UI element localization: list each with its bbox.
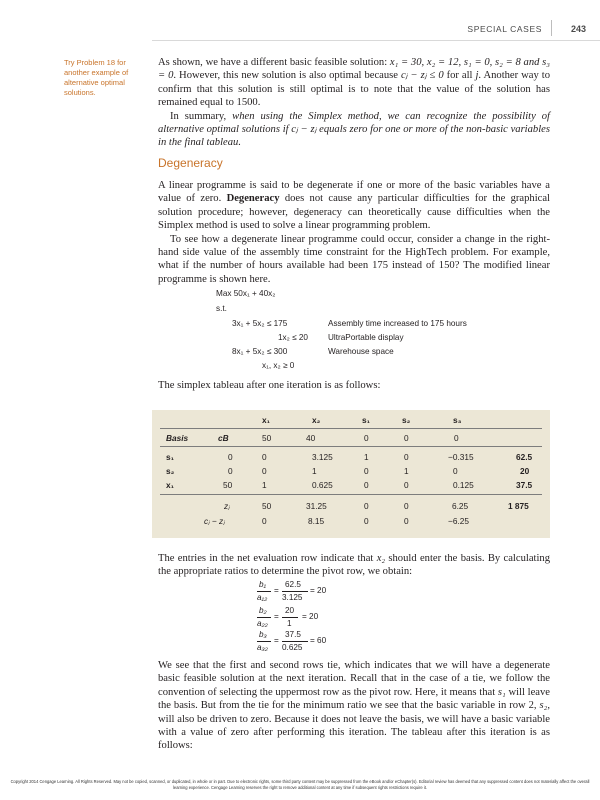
equals-sign: = bbox=[274, 586, 279, 595]
tableau-var-header: s₂ bbox=[402, 415, 411, 425]
ratio-numerator: 37.5 bbox=[285, 630, 301, 639]
model-constraint-3-note: Warehouse space bbox=[328, 347, 394, 356]
ratio-denominator-symbol: a₁₂ bbox=[257, 593, 268, 602]
cz-cell: 0 bbox=[404, 516, 409, 526]
z-label: zⱼ bbox=[224, 501, 230, 511]
cz-cell: 0 bbox=[262, 516, 267, 526]
cb-label: cB bbox=[218, 433, 229, 443]
tableau-cell: 0 bbox=[262, 452, 267, 462]
tableau-cell: 0 bbox=[453, 466, 458, 476]
z-cell: 50 bbox=[262, 501, 272, 511]
z-cell: 6.25 bbox=[452, 501, 469, 511]
cz-cell: −6.25 bbox=[448, 516, 469, 526]
basis-label: Basis bbox=[166, 433, 189, 443]
model-constraint-1: 3x₁ + 5x₂ ≤ 175 bbox=[232, 319, 288, 328]
row-cb: 50 bbox=[223, 480, 233, 490]
objective-value: 1 875 bbox=[508, 501, 529, 511]
tableau-cell: 0 bbox=[404, 480, 409, 490]
fraction-bar bbox=[282, 641, 308, 642]
cost-cell: 0 bbox=[404, 433, 409, 443]
header-title: SPECIAL CASES bbox=[467, 24, 542, 34]
ratio-result: = 20 bbox=[310, 586, 327, 595]
fraction-bar bbox=[282, 591, 308, 592]
paragraph-1: As shown, we have a different basic feasible solution: x₁ = 30, x₂ = 12, s₁ = 0, s₂ = 8 and s₃ = 0. However, this new solution is also optimal because cⱼ − zⱼ ≤ 0 for all j. Another way to confirm that this solution is still optimal is to note that the value of the solution has remained equal to 1500. bbox=[158, 57, 550, 109]
tableau-cell: 0.625 bbox=[312, 480, 333, 490]
tableau-rule bbox=[160, 428, 542, 429]
tableau-cell: 1 bbox=[262, 480, 267, 490]
z-cell: 0 bbox=[364, 501, 369, 511]
paragraph-6: We see that the first and second rows tie, which indicates that we will have a degenerate basic feasible solution at the next iteration. Recall that in the case of a tie, we follow the convention of selecting the uppermost row as the pivot row. Here, it means that s₁ will leave the basis. But from the tie for the minimum ratio we see that the basic variable in row 2, s₂, will also be driven to zero. Because it does not leave the basis, we will have a basic variable with a value of zero after performing this iteration. The tableau after this iteration is as follows: bbox=[158, 660, 550, 752]
ratio-numerator-symbol: b₂ bbox=[259, 606, 267, 615]
paragraph-5: The entries in the net evaluation row indicate that x₂ should enter the basis. By calculating the appropriate ratios to determine the pivot row, we obtain: bbox=[158, 553, 551, 578]
cost-cell: 0 bbox=[454, 433, 459, 443]
model-constraint-2: 1x₂ ≤ 20 bbox=[278, 333, 308, 342]
ratio-denominator: 1 bbox=[287, 619, 292, 628]
paragraph-2: In summary, when using the Simplex method, we can recognize the possibility of alternative optimal solutions if cⱼ − zⱼ equals zero for one or more of the non-basic variables in the final tableau. bbox=[158, 110, 550, 149]
model-nonnegativity: x₁, x₂ ≥ 0 bbox=[262, 361, 295, 370]
model-st: s.t. bbox=[216, 304, 227, 313]
tableau-intro: The simplex tableau after one iteration is as follows: bbox=[158, 380, 381, 391]
row-basis: s₂ bbox=[166, 466, 175, 476]
cz-cell: 0 bbox=[364, 516, 369, 526]
ratio-denominator: 0.625 bbox=[282, 643, 303, 652]
ratio-numerator: 62.5 bbox=[285, 580, 301, 589]
row-basis: s₁ bbox=[166, 452, 175, 462]
tableau-var-header: x₁ bbox=[262, 415, 271, 425]
copyright-footer: Copyright 2014 Cengage Learning. All Rights Reserved. May not be copied, scanned, or duplicated, in whole or in part. Due to electronic rights, some third party content may be suppressed from the eBook and/or eChapter(s). Editorial review has deemed that any suppressed content does not materially affect the overall learning experience. Cengage Learning reserves the right to remove additional content at any time if subsequent rights restrictions require it. bbox=[10, 779, 590, 790]
ratio-result: = 20 bbox=[302, 612, 319, 621]
row-cb: 0 bbox=[228, 452, 233, 462]
row-rhs: 62.5 bbox=[516, 452, 533, 462]
tableau-cell: 0.125 bbox=[453, 480, 474, 490]
ratio-denominator-symbol: a₃₂ bbox=[257, 643, 268, 652]
ratio-numerator-symbol: b₁ bbox=[259, 580, 267, 589]
degeneracy-block bbox=[158, 179, 550, 286]
tableau-cell: 0 bbox=[262, 466, 267, 476]
tableau-var-header: s₁ bbox=[362, 415, 371, 425]
row-basis: x₁ bbox=[166, 480, 175, 490]
tableau-cell: 1 bbox=[404, 466, 409, 476]
tableau-cell: 1 bbox=[312, 466, 317, 476]
tableau-var-header: x₂ bbox=[312, 415, 321, 425]
tableau-cell: −0.315 bbox=[448, 452, 474, 462]
model-constraint-3: 8x₁ + 5x₂ ≤ 300 bbox=[232, 347, 288, 356]
equals-sign: = bbox=[274, 612, 279, 621]
z-cell: 31.25 bbox=[306, 501, 327, 511]
tableau-var-header: s₃ bbox=[453, 415, 462, 425]
cost-cell: 40 bbox=[306, 433, 316, 443]
z-cell: 0 bbox=[404, 501, 409, 511]
running-header bbox=[0, 0, 600, 44]
row-rhs: 20 bbox=[520, 466, 530, 476]
tableau-cell: 0 bbox=[364, 466, 369, 476]
tableau-rule bbox=[160, 494, 542, 495]
simplex-tableau bbox=[152, 410, 550, 538]
tableau-cell: 0 bbox=[364, 480, 369, 490]
row-rhs: 37.5 bbox=[516, 480, 533, 490]
row-cb: 0 bbox=[228, 466, 233, 476]
cz-cell: 8.15 bbox=[308, 516, 325, 526]
section-heading: Degeneracy bbox=[158, 156, 223, 170]
tableau-cell: 0 bbox=[404, 452, 409, 462]
ratio-denominator-symbol: a₂₂ bbox=[257, 619, 268, 628]
model-constraint-1-note: Assembly time increased to 175 hours bbox=[328, 319, 467, 328]
model-objective: Max 50x₁ + 40x₂ bbox=[216, 289, 276, 298]
header-separator bbox=[551, 20, 552, 36]
model-constraint-2-note: UltraPortable display bbox=[328, 333, 404, 342]
intro-block bbox=[158, 56, 550, 150]
fraction-bar bbox=[282, 617, 298, 618]
cost-cell: 0 bbox=[364, 433, 369, 443]
fraction-bar bbox=[257, 591, 271, 592]
paragraph-4: To see how a degenerate linear programme could occur, consider a change in the right-hand side value of the assembly time constraint for the HighTech problem. For example, what if the number of hours available had been 175 instead of 150? The modified linear programme is shown here. bbox=[158, 233, 550, 285]
page-number: 243 bbox=[570, 24, 586, 34]
header-rule bbox=[152, 40, 600, 41]
paragraph-3: A linear programme is said to be degenerate if one or more of the basic variables have a value of zero. Degeneracy does not cause any particular difficulties for the graphical solution procedure; however, degeneracy can theoretically cause difficulties when the Simplex method is used to solve a linear programming problem. bbox=[158, 180, 551, 232]
tableau-rule bbox=[160, 446, 542, 447]
tableau-cell: 1 bbox=[364, 452, 369, 462]
margin-note: Try Problem 18 for another example of alternative optimal solutions. bbox=[64, 58, 129, 97]
ratio-result: = 60 bbox=[310, 636, 327, 645]
fraction-bar bbox=[257, 641, 271, 642]
cost-cell: 50 bbox=[262, 433, 272, 443]
ratio-numerator-symbol: b₃ bbox=[259, 630, 267, 639]
ratio-denominator: 3.125 bbox=[282, 593, 303, 602]
equals-sign: = bbox=[274, 636, 279, 645]
cz-label: cⱼ − zⱼ bbox=[204, 516, 225, 526]
ratio-numerator: 20 bbox=[285, 606, 295, 615]
tableau-cell: 3.125 bbox=[312, 452, 333, 462]
fraction-bar bbox=[257, 617, 271, 618]
